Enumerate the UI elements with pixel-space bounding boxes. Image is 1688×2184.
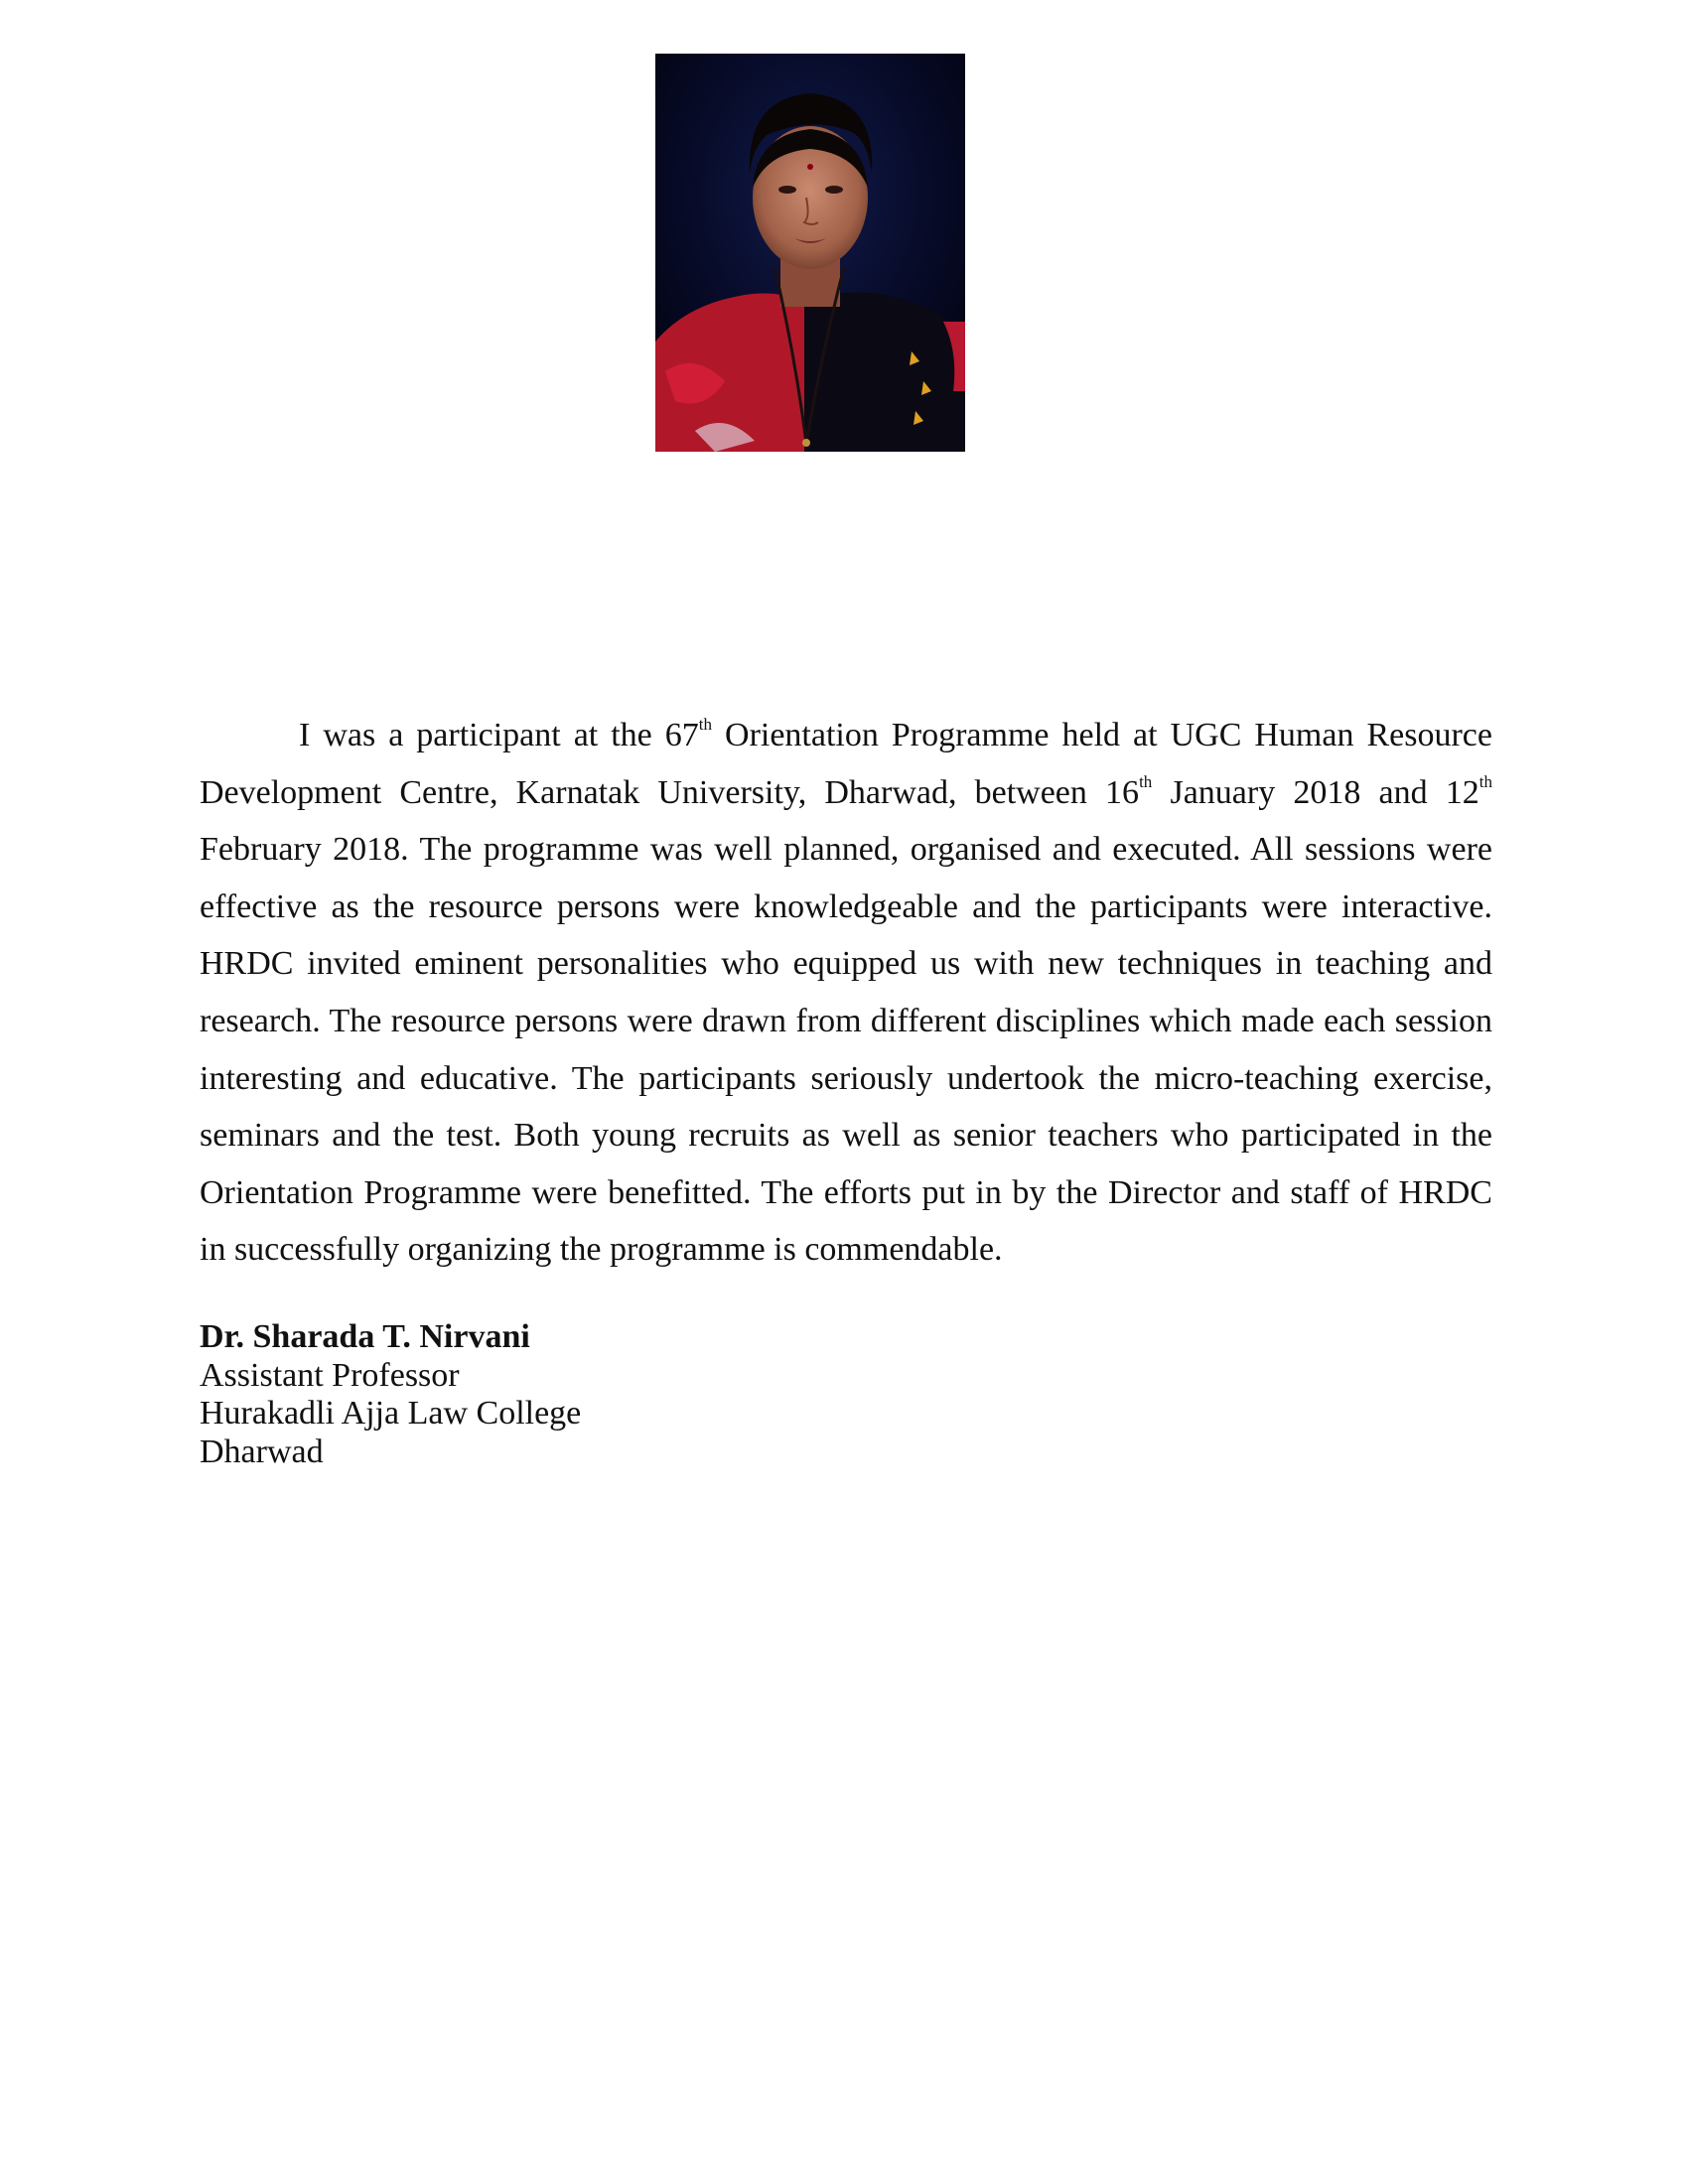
body-text-part-4: February 2018. The programme was well planned, organised and executed. All sessions were effective as the resource persons were knowledgeable and the participants were interactive. HRDC invited eminent personalities who equipped us with new techniques in teaching and research. The resource persons were drawn from different disciplines which made each session interesting and educative. The participants seriously undertook the micro-teaching exercise, seminars and the test. Both young recruits as well as senior teachers who participated in the Orientation Programme were benefitted. The efforts put in by the Director and staff of HRDC in successfully organizing the programme is commendable. (200, 831, 1492, 1269)
portrait-photo (655, 54, 965, 452)
signatory-designation: Assistant Professor (200, 1356, 460, 1394)
signatory-city: Dharwad (200, 1433, 324, 1470)
portrait-photo-icon (655, 54, 965, 452)
body-text-part-3: January 2018 and 12 (1152, 773, 1479, 811)
signatory-institution: Hurakadli Ajja Law College (200, 1395, 582, 1432)
signatory-name: Dr. Sharada T. Nirvani (200, 1318, 530, 1355)
ordinal-suffix: th (1139, 771, 1153, 791)
ordinal-suffix: th (1478, 771, 1492, 791)
ordinal-suffix: th (698, 715, 713, 734)
testimonial-paragraph (200, 707, 1492, 1279)
body-text-part-2: Orientation Programme held at UGC Human Resource Development Centre, Karnatak University, Dharwad, between 16 (200, 717, 1492, 811)
body-text-part-1: I was a participant at the 67 (299, 717, 699, 753)
signature-block (200, 1318, 581, 1471)
